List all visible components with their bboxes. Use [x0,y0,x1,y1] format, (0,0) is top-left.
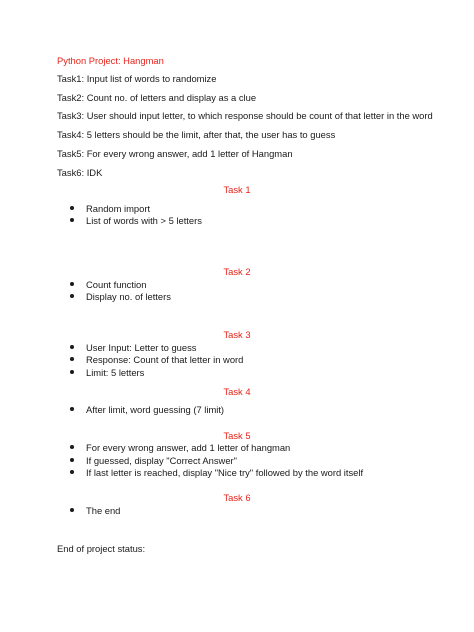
bullet-icon [70,218,74,222]
bullet-icon [70,470,74,474]
list-item [70,354,243,366]
bullet-icon [70,282,74,286]
section-heading-task-6: Task 6 [223,492,251,503]
list-item [70,404,224,416]
list-item-text: If guessed, display "Correct Answer" [86,455,237,466]
bullet-icon [70,445,74,449]
list-item [70,467,363,479]
task-line-1: Task1: Input list of words to randomize [57,73,217,84]
list-item-text: User Input: Letter to guess [86,342,197,353]
list-item [70,291,171,303]
list-item [70,342,196,354]
task-line-4: Task4: 5 letters should be the limit, after that, the user has to guess [57,129,336,140]
list-item-text: The end [86,505,121,516]
task-line-3: Task3: User should input letter, to which response should be count of that letter in the word [57,110,433,121]
document-title: Python Project: Hangman [57,55,164,66]
task-line-6: Task6: IDK [57,167,103,178]
section-heading-task-5: Task 5 [223,430,251,441]
list-item [70,455,237,467]
list-item [70,203,150,215]
bullet-icon [70,370,74,374]
list-item-text: For every wrong answer, add 1 letter of hangman [86,442,291,453]
list-item [70,215,202,227]
bullet-icon [70,345,74,349]
list-item [70,442,290,454]
task-line-5: Task5: For every wrong answer, add 1 letter of Hangman [57,148,293,159]
bullet-icon [70,357,74,361]
list-item-text: Limit: 5 letters [86,367,145,378]
section-heading-task-4: Task 4 [223,386,251,397]
footer-status: End of project status: [57,543,146,554]
list-item [70,505,120,517]
list-item [70,279,146,291]
list-item-text: If last letter is reached, display "Nice try" followed by the word itself [86,467,364,478]
bullet-icon [70,458,74,462]
section-heading-task-2: Task 2 [223,266,251,277]
section-heading-task-3: Task 3 [223,329,251,340]
bullet-icon [70,294,74,298]
bullet-icon [70,407,74,411]
task-line-2: Task2: Count no. of letters and display as a clue [57,92,257,103]
list-item-text: Count function [86,279,147,290]
list-item-text: Display no. of letters [86,291,171,302]
bullet-icon [70,206,74,210]
bullet-icon [70,508,74,512]
list-item-text: List of words with > 5 letters [86,215,202,226]
list-item-text: Random import [86,203,151,214]
list-item [70,367,144,379]
section-heading-task-1: Task 1 [223,184,251,195]
list-item-text: Response: Count of that letter in word [86,354,244,365]
list-item-text: After limit, word guessing (7 limit) [86,404,225,415]
